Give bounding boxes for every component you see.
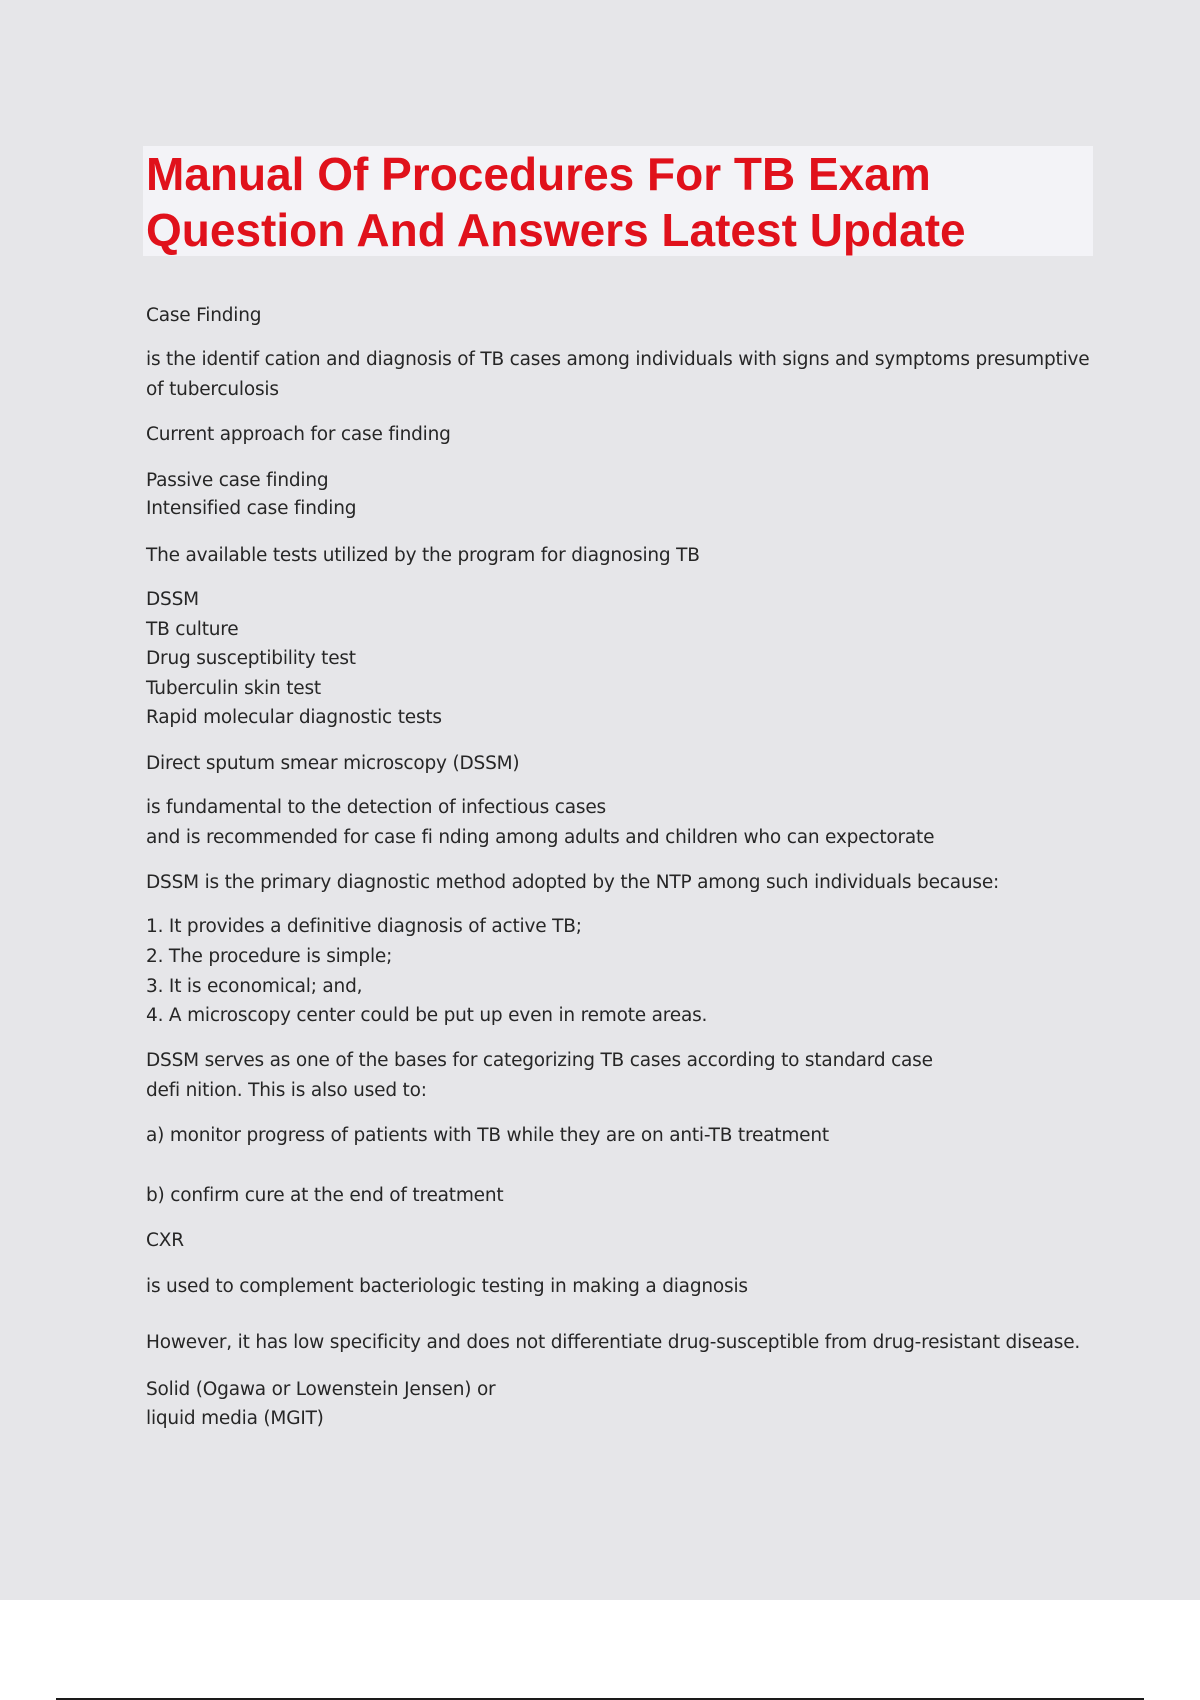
answer-reason-3: 3. It is economical; and,: [146, 976, 363, 997]
answer-passive-case-finding: Passive case finding: [146, 470, 329, 491]
answer-monitor-progress: a) monitor progress of patients with TB while they are on anti-TB treatment: [146, 1125, 829, 1146]
question-case-finding: Case Finding: [146, 305, 262, 326]
question-dssm-bases-line-1: DSSM serves as one of the bases for categorizing TB cases according to standard case: [146, 1050, 933, 1071]
document-title-line-1: Manual Of Procedures For TB Exam: [146, 148, 931, 200]
answer-cxr: is used to complement bacteriologic testing in making a diagnosis: [146, 1276, 748, 1297]
answer-reason-4: 4. A microscopy center could be put up even in remote areas.: [146, 1005, 708, 1026]
answer-test-drug-susceptibility: Drug susceptibility test: [146, 648, 356, 669]
answer-reason-2: 2. The procedure is simple;: [146, 946, 393, 967]
answer-case-finding-line-1: is the identif cation and diagnosis of TB cases among individuals with signs and symptoms presumptive: [146, 349, 1090, 370]
answer-test-tuberculin: Tuberculin skin test: [146, 678, 321, 699]
document-title-line-2: Question And Answers Latest Update: [146, 204, 966, 256]
answer-intensified-case-finding: Intensified case finding: [146, 498, 357, 519]
question-available-tests: The available tests utilized by the program for diagnosing TB: [146, 545, 700, 566]
answer-media-line-1: Solid (Ogawa or Lowenstein Jensen) or: [146, 1379, 496, 1400]
question-dssm: Direct sputum smear microscopy (DSSM): [146, 753, 520, 774]
answer-dssm-line-2: and is recommended for case fi nding among adults and children who can expectorate: [146, 827, 935, 848]
question-dssm-primary: DSSM is the primary diagnostic method adopted by the NTP among such individuals because:: [146, 872, 1000, 893]
answer-test-dssm: DSSM: [146, 589, 199, 610]
question-current-approach: Current approach for case finding: [146, 424, 451, 445]
question-dssm-bases-line-2: defi nition. This is also used to:: [146, 1080, 427, 1101]
question-low-specificity: However, it has low specificity and does not differentiate drug-susceptible from drug-resistant disease.: [146, 1332, 1081, 1353]
answer-dssm-line-1: is fundamental to the detection of infectious cases: [146, 797, 606, 818]
answer-reason-1: 1. It provides a definitive diagnosis of active TB;: [146, 916, 582, 937]
answer-confirm-cure: b) confirm cure at the end of treatment: [146, 1185, 504, 1206]
answer-case-finding-line-2: of tuberculosis: [146, 379, 279, 400]
answer-test-tb-culture: TB culture: [146, 619, 239, 640]
answer-media-line-2: liquid media (MGIT): [146, 1408, 324, 1429]
question-cxr: CXR: [146, 1230, 184, 1251]
answer-test-rapid-molecular: Rapid molecular diagnostic tests: [146, 707, 442, 728]
